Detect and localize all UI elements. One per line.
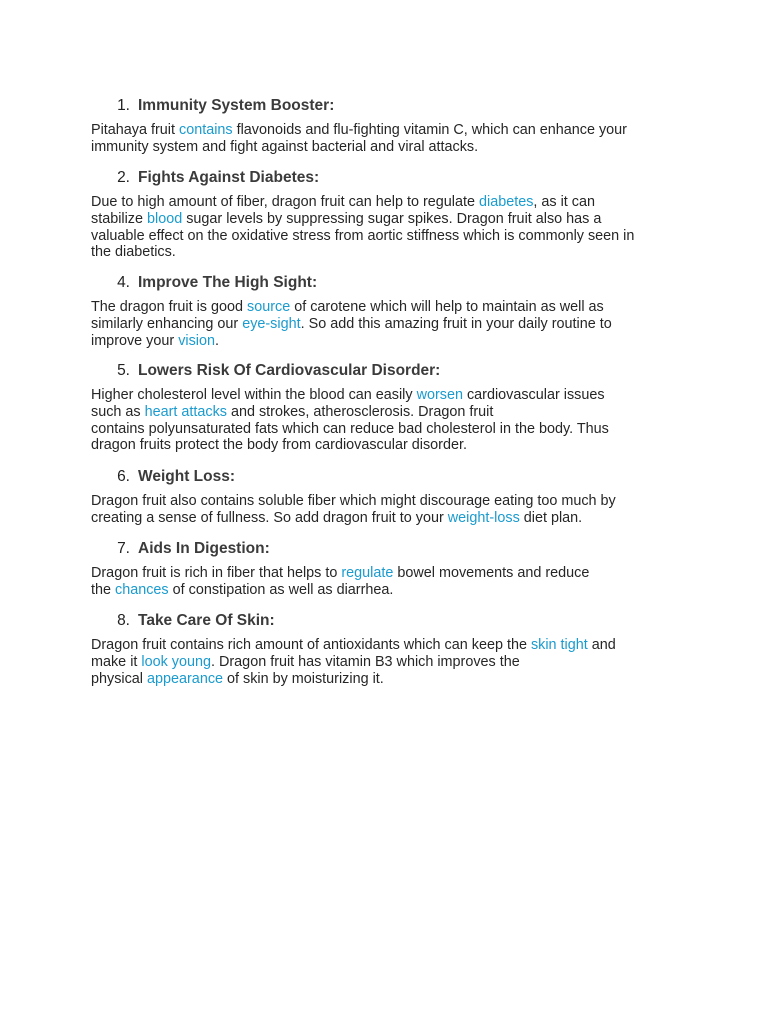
text-run: valuable effect on the oxidative stress from aortic stiffness which is commonly seen in <box>91 227 635 244</box>
list-number <box>91 167 138 189</box>
paragraph-line <box>91 228 691 245</box>
section-aids-in-digestion <box>91 538 691 599</box>
section-title: Immunity System Booster: <box>138 97 335 114</box>
inline-link-chances[interactable]: chances <box>115 581 169 598</box>
section-improve-the-high-sight <box>91 272 691 349</box>
text-run: Pitahaya fruit <box>91 122 179 138</box>
paragraph-line <box>91 211 691 228</box>
text-run: dragon fruits protect the body from cardiovascular disorder. <box>91 437 467 454</box>
text-run: Dragon fruit is rich in fiber that helps to <box>91 565 342 581</box>
list-number <box>91 466 138 488</box>
text-run: stabilize <box>91 210 147 227</box>
text-run: contains polyunsaturated fats which can reduce bad cholesterol in the body. Thus <box>91 420 609 437</box>
text-run: bowel movements and reduce <box>393 565 590 581</box>
text-run: flavonoids and flu-fighting vitamin C, which can enhance your <box>232 122 627 138</box>
section-heading <box>91 466 691 488</box>
text-run: and <box>587 637 616 653</box>
text-run: the diabetics. <box>91 244 176 261</box>
section-heading <box>91 167 691 189</box>
text-run: . So add this amazing fruit in your daily routine to <box>300 315 612 332</box>
list-number <box>91 360 138 382</box>
paragraph-line <box>91 565 691 582</box>
paragraph-line <box>91 493 691 510</box>
paragraph-line <box>91 437 691 454</box>
section-title: Weight Loss: <box>138 468 236 485</box>
inline-link-diabetes[interactable]: diabetes <box>479 194 534 210</box>
paragraph-line <box>91 299 691 316</box>
section-lowers-risk-of-cardiovascular-disorder <box>91 360 691 454</box>
text-run: . Dragon fruit has vitamin B3 which improves the <box>211 653 520 670</box>
section-paragraph <box>91 565 691 599</box>
text-run: physical <box>91 670 147 687</box>
section-title: Aids In Digestion: <box>138 540 270 557</box>
text-run: immunity system and fight against bacterial and viral attacks. <box>91 138 479 155</box>
section-title: Take Care Of Skin: <box>138 612 275 629</box>
paragraph-line <box>91 510 691 527</box>
list-number-text: 2. <box>117 169 130 186</box>
section-heading <box>91 95 691 117</box>
paragraph-line <box>91 194 691 211</box>
inline-link-weight-loss[interactable]: weight-loss <box>447 509 520 526</box>
section-paragraph <box>91 493 691 527</box>
list-number <box>91 610 138 632</box>
paragraph-line <box>91 654 691 671</box>
text-run: of constipation as well as diarrhea. <box>168 581 394 598</box>
list-number-text: 7. <box>117 540 130 557</box>
text-run: such as <box>91 403 145 420</box>
list-number-text: 4. <box>117 274 130 291</box>
text-run: cardiovascular issues <box>462 387 605 403</box>
inline-link-worsen[interactable]: worsen <box>416 387 463 403</box>
section-paragraph <box>91 194 691 261</box>
inline-link-contains[interactable]: contains <box>179 122 233 138</box>
text-run: Dragon fruit also contains soluble fiber which might discourage eating too much by <box>91 493 616 509</box>
inline-link-look-young[interactable]: look young <box>141 653 211 670</box>
section-title: Improve The High Sight: <box>138 274 318 291</box>
inline-link-vision[interactable]: vision <box>178 332 215 349</box>
inline-link-appearance[interactable]: appearance <box>147 670 224 687</box>
section-heading <box>91 610 691 632</box>
paragraph-line <box>91 139 691 156</box>
paragraph-line <box>91 671 691 688</box>
text-run: of skin by moisturizing it. <box>223 670 384 687</box>
text-run: , as it can <box>533 194 596 210</box>
section-paragraph <box>91 387 691 454</box>
inline-link-blood[interactable]: blood <box>147 210 183 227</box>
section-fights-against-diabetes <box>91 167 691 261</box>
section-take-care-of-skin <box>91 610 691 687</box>
inline-link-regulate[interactable]: regulate <box>341 565 394 581</box>
paragraph-line <box>91 122 691 139</box>
section-weight-loss <box>91 466 691 527</box>
section-paragraph <box>91 637 691 687</box>
list-number <box>91 272 138 294</box>
text-run: make it <box>91 653 142 670</box>
text-run: Dragon fruit contains rich amount of antioxidants which can keep the <box>91 637 531 653</box>
paragraph-line <box>91 316 691 333</box>
inline-link-source[interactable]: source <box>247 299 291 315</box>
paragraph-line <box>91 404 691 421</box>
text-run: the <box>91 581 116 598</box>
paragraph-line <box>91 637 691 654</box>
list-number-text: 1. <box>117 97 130 114</box>
list-number-text: 6. <box>117 468 130 485</box>
section-heading <box>91 538 691 560</box>
paragraph-line <box>91 421 691 438</box>
section-immunity-system-booster <box>91 95 691 156</box>
text-run: and strokes, atherosclerosis. Dragon fruit <box>226 403 494 420</box>
text-run: of carotene which will help to maintain as well as <box>290 299 604 315</box>
section-paragraph <box>91 299 691 349</box>
list-number <box>91 538 138 560</box>
text-run: Higher cholesterol level within the blood can easily <box>91 387 417 403</box>
text-run: Due to high amount of fiber, dragon fruit can help to regulate <box>91 194 479 210</box>
paragraph-line <box>91 333 691 350</box>
list-number-text: 5. <box>117 362 130 379</box>
section-paragraph <box>91 122 691 156</box>
text-run: similarly enhancing our <box>91 315 243 332</box>
section-title: Fights Against Diabetes: <box>138 169 320 186</box>
inline-link-skin-tight[interactable]: skin tight <box>530 637 588 653</box>
text-run: The dragon fruit is good <box>91 299 247 315</box>
section-heading <box>91 272 691 294</box>
list-number-text: 8. <box>117 612 130 629</box>
text-run: creating a sense of fullness. So add dragon fruit to your <box>91 509 448 526</box>
inline-link-heart-attacks[interactable]: heart attacks <box>144 403 227 420</box>
text-run: . <box>214 332 219 349</box>
paragraph-line <box>91 387 691 404</box>
text-run: sugar levels by suppressing sugar spikes. Dragon fruit also has a <box>182 210 602 227</box>
list-number <box>91 95 138 117</box>
inline-link-eye-sight[interactable]: eye-sight <box>242 315 301 332</box>
text-run: diet plan. <box>519 509 583 526</box>
paragraph-line <box>91 244 691 261</box>
paragraph-line <box>91 582 691 599</box>
text-run: improve your <box>91 332 179 349</box>
section-title: Lowers Risk Of Cardiovascular Disorder: <box>138 362 441 379</box>
section-heading <box>91 360 691 382</box>
